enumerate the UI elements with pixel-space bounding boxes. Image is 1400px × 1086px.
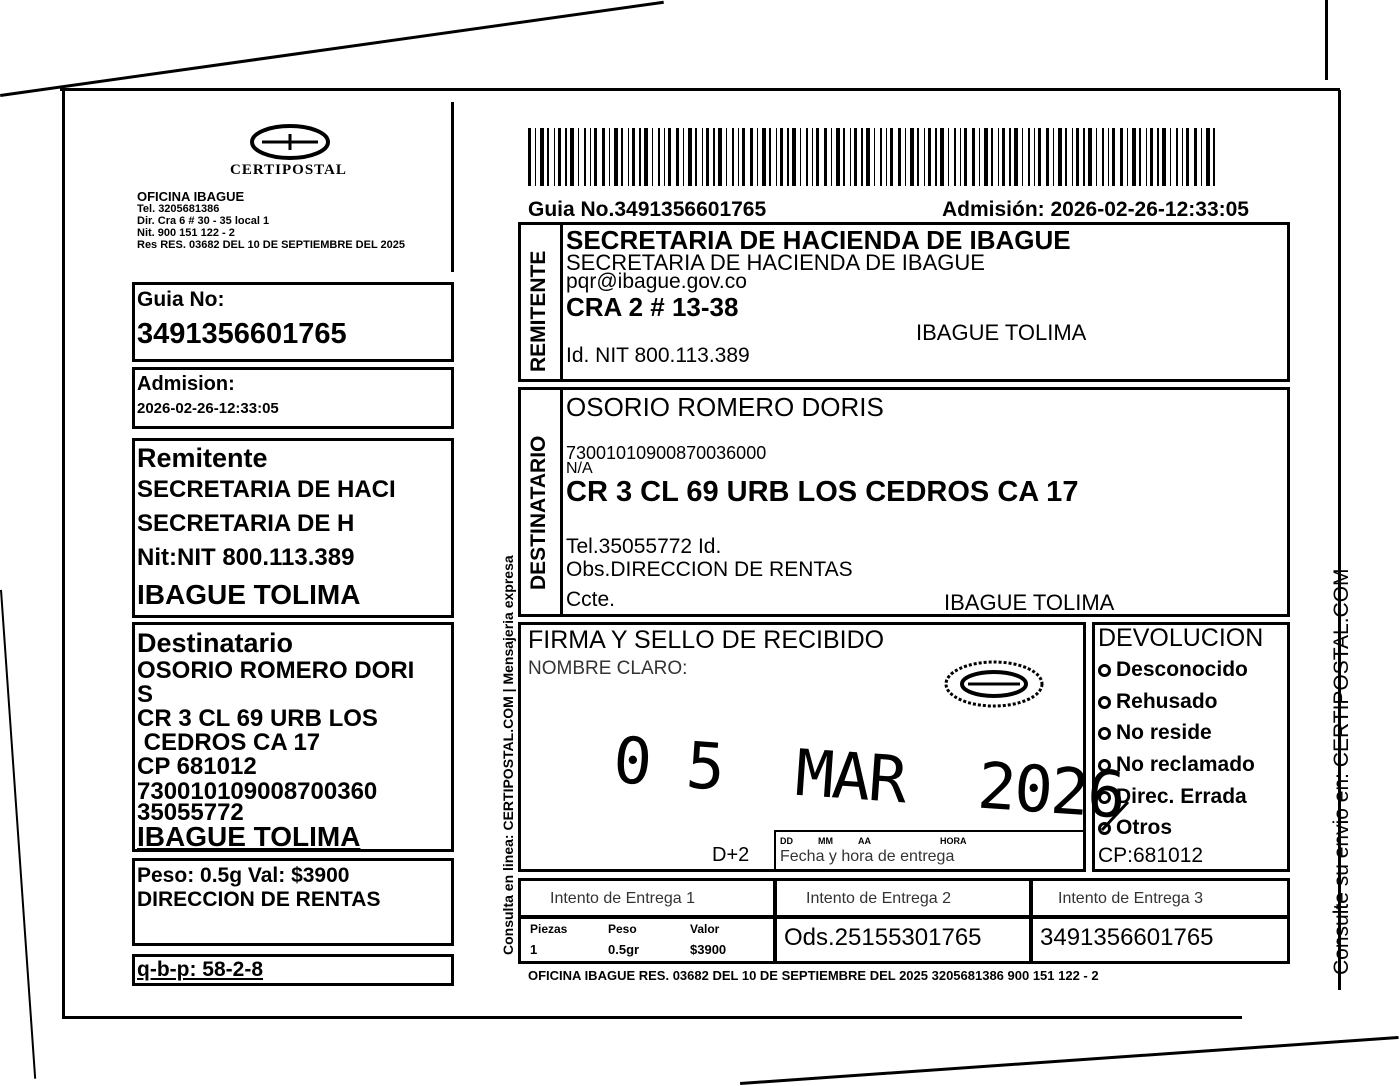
barcode-bar: [578, 128, 579, 186]
intento-3: Intento de Entrega 3: [1058, 890, 1203, 907]
barcode-bar: [1194, 128, 1197, 186]
barcode-bar: [1213, 128, 1215, 186]
devolucion-option-5[interactable]: Otros: [1098, 816, 1172, 840]
barcode-bar: [628, 128, 629, 186]
intento-1: Intento de Entrega 1: [550, 890, 695, 907]
barcode-bar: [984, 128, 988, 186]
barcode-bar: [1038, 128, 1041, 186]
barcode-bar: [1132, 128, 1136, 186]
guia-value: 3491356601765: [1040, 924, 1214, 951]
barcode-bar: [1083, 128, 1085, 186]
firma-stamp-logo: [942, 658, 1046, 715]
page-edge-top: [0, 1, 664, 97]
barcode-bar: [780, 128, 783, 186]
barcode-bar: [540, 128, 544, 186]
firma-dplus: D+2: [712, 844, 750, 866]
barcode-bar: [1120, 128, 1123, 186]
barcode-bar: [590, 128, 591, 186]
barcode-bar: [594, 128, 597, 186]
barcode-bar: [1014, 128, 1018, 186]
barcode-bar: [831, 128, 832, 186]
barcode-bar: [1088, 128, 1092, 186]
barcode-bar: [1146, 128, 1147, 186]
barcode-bar: [910, 128, 914, 186]
left-dest-line4: CEDROS CA 17: [137, 729, 321, 756]
page-edge-right-outer: [1325, 0, 1328, 80]
left-dest-city: IBAGUE TOLIMA: [137, 821, 361, 852]
barcode-bar: [713, 128, 715, 186]
left-qbp: q-b-p: 58-2-8: [137, 958, 263, 981]
left-dest-line2: S: [137, 681, 154, 708]
barcode-bar: [850, 128, 851, 186]
left-dest-line6: 730010109008700360: [137, 778, 378, 805]
barcode-bar: [960, 128, 961, 186]
barcode-bar: [812, 128, 813, 186]
barcode-bar: [1170, 128, 1171, 186]
page-edge-bottom2: [740, 1036, 1399, 1085]
barcode-bar: [528, 128, 531, 186]
remitente-email: pqr@ibague.gov.co: [566, 270, 747, 293]
barcode-bar: [806, 128, 808, 186]
office-nit: Nit. 900 151 122 - 2: [137, 227, 235, 239]
barcode-bar: [924, 128, 925, 186]
barcode-bar: [769, 128, 771, 186]
barcode-bar: [609, 128, 610, 186]
barcode-bar: [652, 128, 653, 186]
barcode-bar: [861, 128, 863, 186]
remitente-address: CRA 2 # 13-38: [566, 292, 739, 322]
barcode-bar: [1058, 128, 1062, 186]
barcode-bar: [1150, 128, 1153, 186]
left-dest-line1: OSORIO ROMERO DORI: [137, 657, 415, 684]
barcode-bar: [664, 128, 665, 186]
destinatario-ccte: Ccte.: [566, 588, 616, 611]
side-text-right: Consulte su envio en: CERTIPOSTAL.COM: [1330, 568, 1353, 975]
remitente-name: SECRETARIA DE HACIENDA DE IBAGUE: [566, 250, 985, 275]
remitente-name-bold: SECRETARIA DE HACIENDA DE IBAGUE: [566, 225, 1071, 255]
destinatario-obs: Obs.DIRECCION DE RENTAS: [566, 558, 853, 581]
left-header-box: [132, 102, 454, 272]
fecha-hora: HORA: [940, 836, 967, 846]
barcode-bar: [558, 128, 561, 186]
barcode-bar: [991, 128, 993, 186]
left-peso: Peso: 0.5g Val: $3900: [137, 864, 350, 887]
page-edge-top-right: [60, 88, 1340, 91]
barcode-bar: [874, 128, 875, 186]
barcode-bar: [668, 128, 671, 186]
barcode-bar: [836, 128, 840, 186]
barcode-bar: [750, 128, 753, 186]
barcode-bar: [816, 128, 819, 186]
barcode-bar: [1072, 128, 1073, 186]
barcode-bar: [565, 128, 567, 186]
barcode-bar: [738, 128, 739, 186]
devolucion-cp: CP:681012: [1098, 844, 1204, 867]
barcode-bar: [1162, 128, 1166, 186]
left-dest-line3: CR 3 CL 69 URB LOS: [137, 705, 378, 732]
fecha-mm: MM: [818, 836, 833, 846]
barcode-bar: [1182, 128, 1183, 186]
left-remitente-city: IBAGUE TOLIMA: [137, 579, 361, 610]
barcode-bar: [940, 128, 944, 186]
barcode-bar: [762, 128, 766, 186]
barcode-bar: [676, 128, 679, 186]
barcode-bar: [1022, 128, 1023, 186]
barcode-bar: [898, 128, 901, 186]
barcode-bar: [1157, 128, 1159, 186]
barcode: [528, 128, 1224, 186]
footer-text: OFICINA IBAGUE RES. 03682 DEL 10 DE SEPTIEMBRE DEL 2025 3205681386 900 151 122 - 2: [528, 968, 1099, 983]
left-obs: DIRECCION DE RENTAS: [137, 888, 381, 911]
intento-2: Intento de Entrega 2: [806, 890, 951, 907]
barcode-bar: [776, 128, 777, 186]
left-remitente-title: Remitente: [137, 443, 268, 473]
remitente-side-label: REMITENTE: [527, 250, 550, 372]
barcode-bar: [1139, 128, 1141, 186]
barcode-bar: [890, 128, 893, 186]
barcode-bar: [1053, 128, 1054, 186]
barcode-bar: [547, 128, 549, 186]
page-edge-left: [62, 88, 65, 1018]
peso-label: Peso: [608, 922, 637, 936]
left-admision-label: Admision:: [137, 373, 235, 395]
fecha-label: Fecha y hora de entrega: [780, 848, 955, 865]
barcode-bar: [644, 128, 648, 186]
barcode-bar: [917, 128, 919, 186]
left-remitente-line1: SECRETARIA DE HACI: [137, 476, 396, 503]
devolucion-option-0[interactable]: Desconocido: [1098, 658, 1248, 682]
radio-icon: [1098, 696, 1111, 709]
barcode-bar: [1009, 128, 1011, 186]
left-guia-number: 3491356601765: [137, 318, 347, 350]
barcode-bar: [658, 128, 660, 186]
barcode-bar: [1108, 128, 1109, 186]
firma-stamp-date: 0 5 MAR 2026: [610, 724, 1127, 834]
barcode-bar: [688, 128, 692, 186]
remitente-city: IBAGUE TOLIMA: [916, 320, 1087, 345]
devolucion-option-4[interactable]: Direc. Errada: [1098, 785, 1247, 809]
barcode-bar: [554, 128, 555, 186]
barcode-bar: [843, 128, 845, 186]
radio-icon: [1098, 759, 1111, 772]
destinatario-city: IBAGUE TOLIMA: [944, 590, 1115, 615]
barcode-bar: [584, 128, 586, 186]
barcode-bar: [1112, 128, 1115, 186]
barcode-bar: [787, 128, 789, 186]
barcode-bar: [726, 128, 727, 186]
barcode-bar: [1002, 128, 1005, 186]
valor-value: $3900: [690, 942, 727, 957]
firma-title: FIRMA Y SELLO DE RECIBIDO: [528, 626, 885, 654]
barcode-bar: [886, 128, 887, 186]
barcode-bar: [948, 128, 949, 186]
barcode-bar: [928, 128, 931, 186]
ods-value: Ods.25155301765: [784, 924, 982, 951]
barcode-bar: [1028, 128, 1030, 186]
barcode-bar: [972, 128, 975, 186]
barcode-bar: [1102, 128, 1104, 186]
left-destinatario-title: Destinatario: [137, 628, 294, 658]
valor-label: Valor: [690, 922, 720, 936]
barcode-bar: [935, 128, 937, 186]
barcode-bar: [964, 128, 967, 186]
office-res: Res RES. 03682 DEL 10 DE SEPTIEMBRE DEL 2025: [137, 239, 405, 251]
barcode-bar: [602, 128, 605, 186]
firma-nombre: NOMBRE CLARO:: [528, 658, 688, 679]
barcode-bar: [1076, 128, 1079, 186]
left-admision-value: 2026-02-26-12:33:05: [137, 400, 279, 417]
barcode-bar: [979, 128, 980, 186]
barcode-bar: [1186, 128, 1189, 186]
devolucion-option-3[interactable]: No reclamado: [1098, 753, 1255, 777]
barcode-bar: [639, 128, 641, 186]
barcode-bar: [998, 128, 999, 186]
barcode-bar: [880, 128, 882, 186]
barcode-bar: [683, 128, 684, 186]
checkmark-icon: [1098, 796, 1138, 841]
office-dir: Dir. Cra 6 # 30 - 35 local 1: [137, 215, 270, 227]
peso-value: 0.5gr: [608, 942, 640, 957]
destinatario-code: 73001010900870036000: [566, 443, 767, 463]
office-name: OFICINA IBAGUE: [137, 189, 245, 204]
barcode-bar: [1201, 128, 1202, 186]
destinatario-na: N/A: [566, 460, 593, 477]
barcode-bar: [1206, 128, 1210, 186]
barcode-bar: [742, 128, 745, 186]
barcode-bar: [1176, 128, 1178, 186]
barcode-bar: [1096, 128, 1097, 186]
barcode-bar: [1034, 128, 1035, 186]
left-dest-line7: 35055772: [137, 799, 244, 826]
piezas-value: 1: [530, 942, 538, 957]
barcode-bar: [1046, 128, 1049, 186]
barcode-bar: [792, 128, 796, 186]
barcode-bar: [824, 128, 827, 186]
destinatario-address: CR 3 CL 69 URB LOS CEDROS CA 17: [566, 476, 1079, 508]
barcode-bar: [905, 128, 906, 186]
devolucion-option-2[interactable]: No reside: [1098, 721, 1212, 745]
remitente-id: Id. NIT 800.113.389: [566, 344, 750, 367]
left-remitente-line2: SECRETARIA DE H: [137, 510, 355, 537]
destinatario-name: OSORIO ROMERO DORIS: [566, 392, 884, 422]
barcode-bar: [621, 128, 623, 186]
barcode-bar: [706, 128, 709, 186]
radio-icon: [1098, 664, 1111, 677]
barcode-bar: [954, 128, 956, 186]
header-admision: Admisión: 2026-02-26-12:33:05: [942, 198, 1249, 221]
destinatario-side-label: DESTINATARIO: [527, 435, 550, 590]
barcode-bar: [800, 128, 801, 186]
page-edge-left-outer: [0, 590, 36, 1079]
barcode-bar: [570, 128, 574, 186]
barcode-bar: [614, 128, 618, 186]
fecha-aa: AA: [858, 836, 871, 846]
page-edge-bottom: [62, 1016, 1242, 1019]
fecha-dd: DD: [780, 836, 793, 846]
barcode-bar: [718, 128, 722, 186]
barcode-bar: [866, 128, 870, 186]
devolucion-option-1[interactable]: Rehusado: [1098, 690, 1218, 714]
destinatario-tel: Tel.35055772 Id.: [566, 535, 722, 558]
piezas-label: Piezas: [530, 922, 568, 936]
devolucion-title: DEVOLUCION: [1098, 624, 1264, 652]
barcode-bar: [695, 128, 697, 186]
barcode-bar: [757, 128, 758, 186]
barcode-bar: [632, 128, 635, 186]
left-remitente-nit: Nit:NIT 800.113.389: [137, 544, 355, 571]
header-guia: Guia No.3491356601765: [528, 198, 767, 221]
barcode-bar: [535, 128, 536, 186]
barcode-bar: [732, 128, 734, 186]
side-text-left: Consulta en linea: CERTIPOSTAL.COM | Mensajeria expresa: [500, 555, 516, 955]
office-tel: Tel. 3205681386: [137, 203, 220, 215]
barcode-bar: [854, 128, 857, 186]
barcode-bar: [1127, 128, 1128, 186]
left-guia-label: Guia No:: [137, 288, 225, 311]
radio-icon: [1098, 727, 1111, 740]
logo-text: CERTIPOSTAL: [230, 162, 347, 178]
barcode-bar: [702, 128, 703, 186]
barcode-bar: [1065, 128, 1067, 186]
left-dest-line5: CP 681012: [137, 753, 257, 780]
